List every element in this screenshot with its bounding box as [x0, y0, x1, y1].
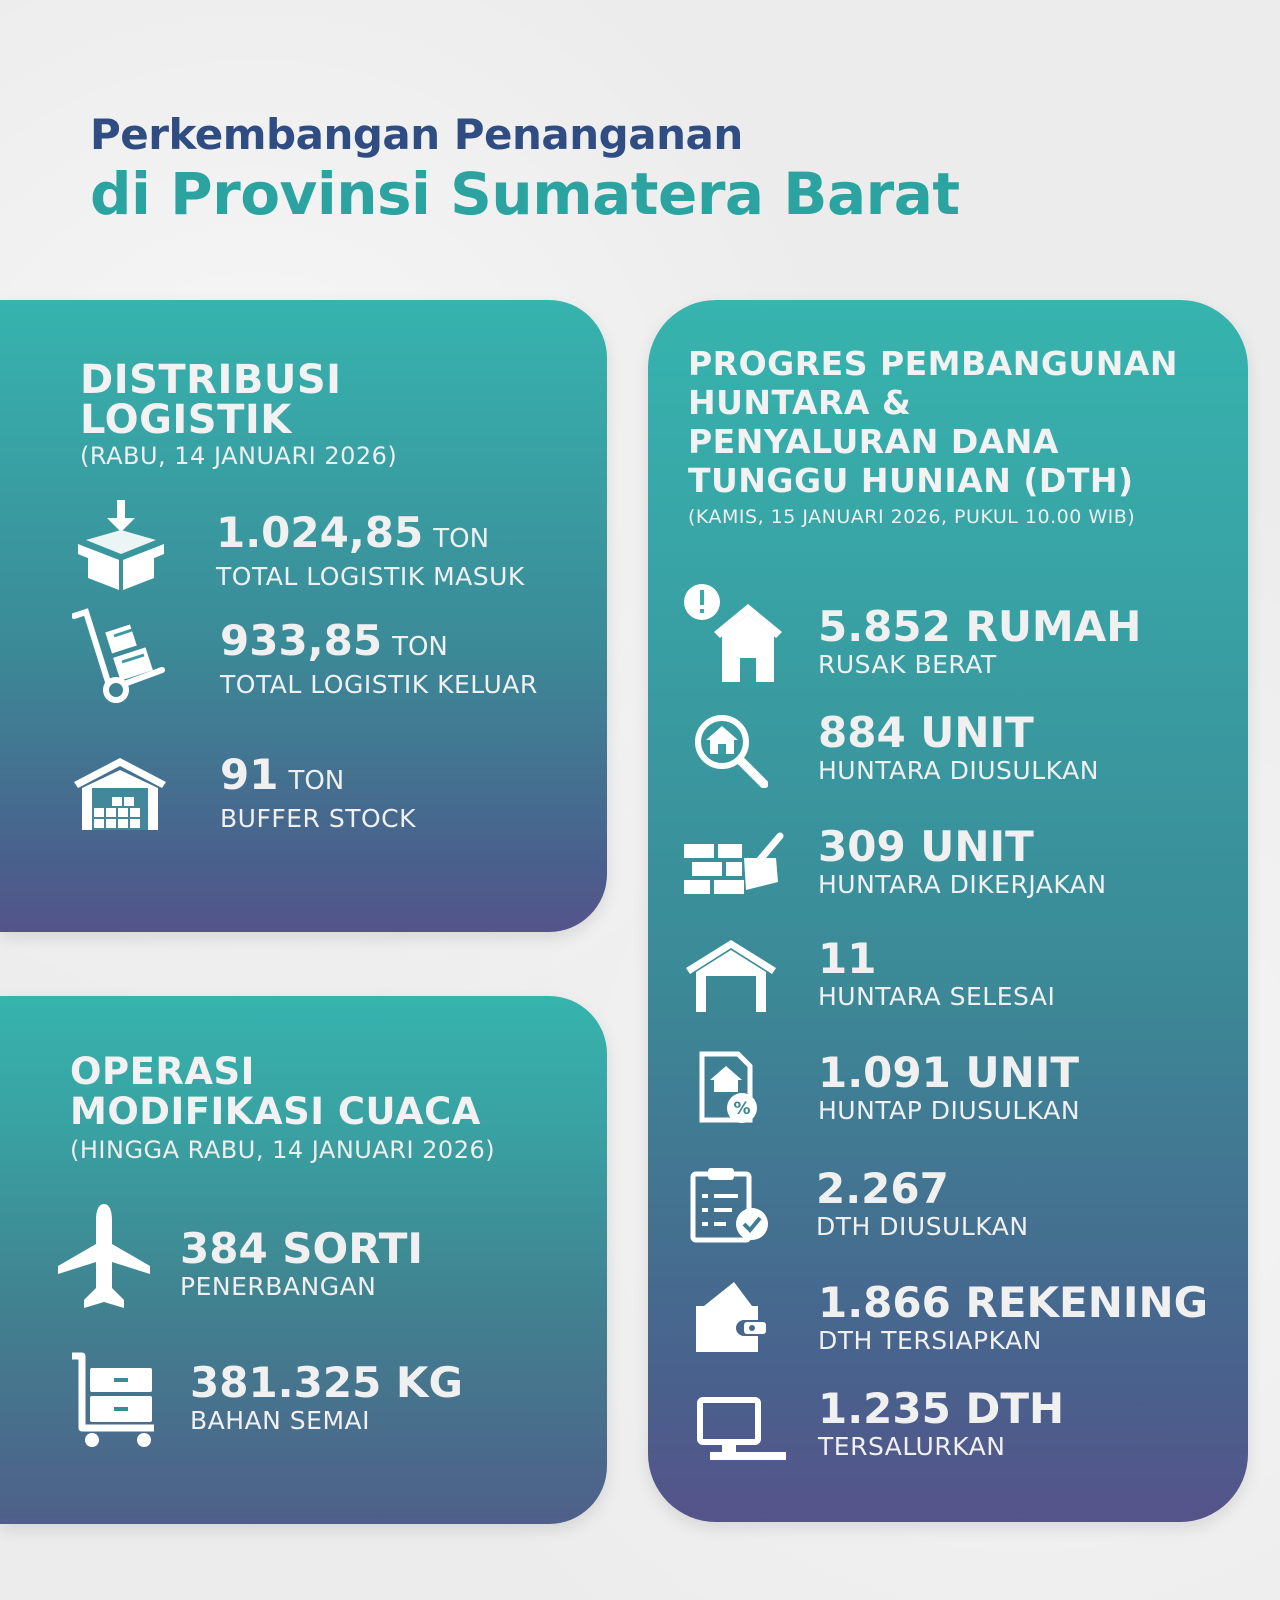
stat-value: 384 SORTI: [180, 1224, 423, 1273]
huntara-title-line-3: PENYALURAN DANA: [688, 422, 1059, 461]
stat-value: 91: [220, 750, 279, 799]
stat-label: TOTAL LOGISTIK KELUAR: [220, 670, 538, 699]
cuaca-stat-semai: [190, 1360, 463, 1436]
cart-icon: [70, 1352, 158, 1448]
airplane-icon: [58, 1204, 150, 1312]
title-line-2: di Provinsi Sumatera Barat: [90, 160, 960, 228]
cuaca-title-line-2: MODIFIKASI CUACA: [70, 1090, 481, 1133]
stat-value-row: [216, 510, 525, 562]
page-title: [90, 110, 960, 228]
stat-value: 1.091 UNIT: [818, 1048, 1080, 1097]
computer-icon: [696, 1396, 788, 1462]
stat-label: PENERBANGAN: [180, 1272, 377, 1301]
huntara-stat-dth-diusulkan: [816, 1166, 1029, 1242]
logistik-title-line-2: LOGISTIK: [80, 397, 292, 443]
hand-truck-icon: [72, 608, 168, 704]
title-line-1: Perkembangan Penanganan: [90, 110, 743, 159]
logistik-title-line-1: DISTRIBUSI: [80, 357, 342, 403]
stat-unit: TON: [433, 524, 490, 554]
stat-unit: TON: [392, 632, 448, 662]
stat-label: HUNTARA SELESAI: [818, 982, 1056, 1011]
huntara-stat-dikerjakan: [818, 824, 1107, 900]
svg-text:%: %: [733, 1099, 751, 1119]
house-search-icon: [692, 712, 768, 788]
cuaca-subtitle: (HINGGA RABU, 14 JANUARI 2026): [70, 1136, 496, 1164]
house-document-icon: [698, 1050, 762, 1126]
logistik-stat-buffer: [220, 752, 416, 834]
logistik-card: [0, 300, 607, 932]
huntara-title: [688, 344, 1178, 500]
stat-label: TERSALURKAN: [818, 1432, 1006, 1461]
stat-label: BUFFER STOCK: [220, 804, 416, 833]
stat-value: 1.866 REKENING: [818, 1278, 1209, 1327]
huntara-stat-rekening: [818, 1280, 1208, 1356]
stat-label: HUNTARA DIUSULKAN: [818, 756, 1099, 785]
huntara-stat-selesai: [818, 936, 1055, 1012]
clipboard-check-icon: [690, 1166, 770, 1244]
logistik-stat-keluar: [220, 618, 538, 700]
stat-label: TOTAL LOGISTIK MASUK: [216, 562, 525, 591]
stat-value-row: [220, 752, 416, 804]
stat-label: HUNTAP DIUSULKAN: [818, 1096, 1081, 1125]
stat-label: DTH TERSIAPKAN: [818, 1326, 1042, 1355]
stat-label: DTH DIUSULKAN: [816, 1212, 1029, 1241]
logistik-stat-masuk: [216, 510, 525, 592]
bricks-trowel-icon: [684, 832, 784, 898]
stat-value: 5.852 RUMAH: [818, 602, 1142, 651]
huntara-card: [648, 300, 1248, 1522]
huntara-title-line-1: PROGRES PEMBANGUNAN: [688, 344, 1178, 383]
cuaca-title-line-1: OPERASI: [70, 1050, 255, 1093]
cuaca-title: [70, 1052, 481, 1132]
house-alert-icon: [682, 582, 782, 682]
huntara-stat-tersalurkan: [818, 1386, 1064, 1462]
stat-value: 884 UNIT: [818, 708, 1034, 757]
stat-label: BAHAN SEMAI: [190, 1406, 371, 1435]
stat-value: 1.235 DTH: [818, 1384, 1065, 1433]
shelter-icon: [686, 940, 776, 1012]
stat-value: 2.267: [816, 1164, 949, 1213]
logistik-subtitle: (RABU, 14 JANUARI 2026): [80, 442, 398, 470]
cuaca-stat-sorti: [180, 1226, 423, 1302]
stat-value-row: [220, 618, 538, 670]
huntara-stat-huntap: [818, 1050, 1080, 1126]
stat-value: 1.024,85: [216, 508, 424, 557]
stat-unit: TON: [288, 766, 345, 796]
logistik-title: [80, 357, 342, 443]
wallet-icon: [694, 1280, 768, 1356]
stat-value: 309 UNIT: [818, 822, 1034, 871]
box-in-icon: [78, 500, 164, 592]
stat-value: 381.325 KG: [190, 1358, 463, 1407]
stat-label: HUNTARA DIKERJAKAN: [818, 870, 1107, 899]
huntara-stat-rusak: [818, 604, 1141, 680]
stat-value: 933,85: [220, 616, 383, 665]
huntara-subtitle: (KAMIS, 15 JANUARI 2026, PUKUL 10.00 WIB): [688, 506, 1136, 528]
stat-value: 11: [818, 934, 877, 983]
stat-label: RUSAK BERAT: [818, 650, 997, 679]
warehouse-icon: [74, 758, 166, 830]
huntara-stat-diusulkan: [818, 710, 1099, 786]
huntara-title-line-4: TUNGGU HUNIAN (DTH): [688, 461, 1134, 500]
huntara-title-line-2: HUNTARA &: [688, 383, 912, 422]
cuaca-card: [0, 996, 607, 1524]
